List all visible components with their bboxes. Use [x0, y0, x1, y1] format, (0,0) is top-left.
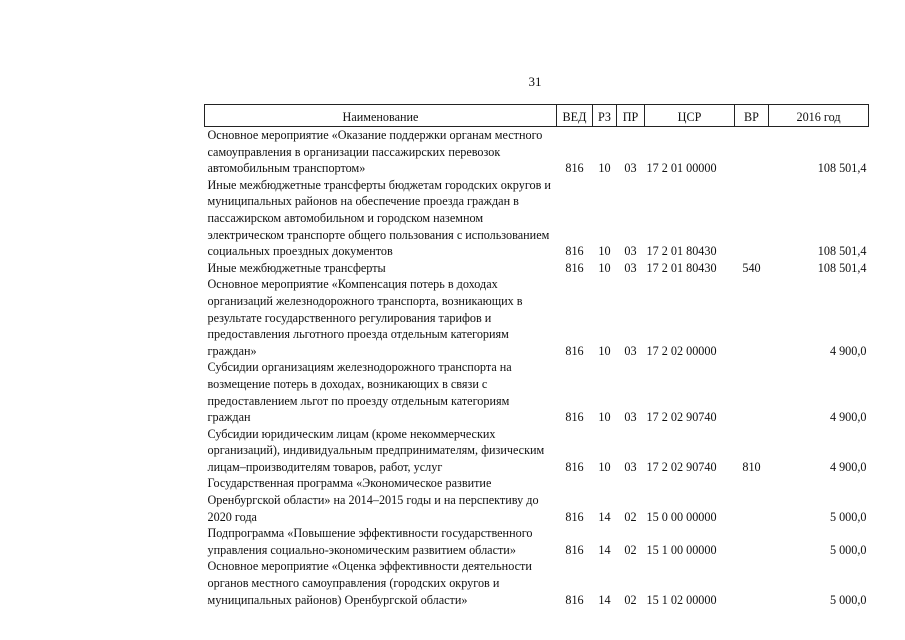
- header-csr: ЦСР: [645, 105, 735, 127]
- row-name: Подпрограмма «Повышение эффективности государственного управления социально-экономическим развитием области»: [207, 526, 533, 557]
- row-pr: 03: [624, 410, 637, 425]
- budget-table: [204, 104, 869, 608]
- row-rz: 10: [598, 161, 611, 176]
- row-csr: 17 2 01 00000: [646, 161, 717, 176]
- row-sum: 4 900,0: [829, 410, 867, 425]
- row-name: Основное мероприятие «Компенсация потерь в доходах организаций железнодорожного транспорта, возникающих в результате государственного регулирования тарифов и предоставления льготного проезда отдельным категориям граждан»: [207, 277, 523, 358]
- row-rz: 10: [598, 410, 611, 425]
- row-name: Основное мероприятие «Оказание поддержки органам местного самоуправления в организации пассажирских перевозок автомобильным транспортом»: [207, 128, 543, 176]
- row-rz: 10: [598, 244, 611, 259]
- row-sum: 4 900,0: [829, 343, 867, 358]
- row-rz: 10: [598, 260, 611, 275]
- row-name: Субсидии организациям железнодорожного транспорта на возмещение потерь в доходах, возникающих в связи с предоставлением льгот по проезду отдельным категориям граждан: [207, 360, 512, 425]
- row-vr: [735, 558, 769, 608]
- row-ved: 816: [565, 410, 584, 425]
- row-csr: 17 2 01 80430: [646, 244, 717, 259]
- row-name: Субсидии юридическим лицам (кроме некоммерческих организаций), индивидуальным предпринимателям, физическим лицам–производителям товаров, работ, услуг: [207, 426, 545, 474]
- row-vr: [735, 359, 769, 425]
- row-vr: [735, 276, 769, 359]
- table-row: [205, 426, 869, 476]
- row-rz: 10: [598, 343, 611, 358]
- table-row: [205, 276, 869, 359]
- header-rz: РЗ: [593, 105, 617, 127]
- table-row: [205, 475, 869, 525]
- row-ved: 816: [565, 343, 584, 358]
- row-sum: 5 000,0: [829, 509, 867, 524]
- row-rz: 14: [598, 509, 611, 524]
- row-name: Иные межбюджетные трансферты бюджетам городских округов и муниципальных районов на обеспечение проезда граждан в пассажирском автомобильном и городском наземном электрическом транспорте общего пользования с использованием социальных проездных документов: [207, 177, 551, 259]
- row-vr: [735, 525, 769, 558]
- row-csr: 15 0 00 00000: [646, 509, 717, 524]
- row-ved: 816: [565, 592, 584, 607]
- table-row: [205, 359, 869, 425]
- row-ved: 816: [565, 244, 584, 259]
- row-csr: 17 2 02 90740: [646, 459, 717, 474]
- row-sum: 5 000,0: [829, 542, 867, 557]
- table-row: [205, 127, 869, 177]
- row-sum: 4 900,0: [829, 459, 867, 474]
- row-csr: 17 2 02 90740: [646, 410, 717, 425]
- row-vr: [735, 177, 769, 260]
- header-ved: ВЕД: [557, 105, 593, 127]
- row-sum: 108 501,4: [817, 244, 867, 259]
- row-pr: 02: [624, 509, 637, 524]
- row-pr: 03: [624, 343, 637, 358]
- row-sum: 108 501,4: [817, 260, 867, 275]
- row-vr: [735, 475, 769, 525]
- table-row: [205, 177, 869, 260]
- row-pr: 02: [624, 542, 637, 557]
- row-csr: 15 1 00 00000: [646, 542, 717, 557]
- table-row: [205, 525, 869, 558]
- row-pr: 03: [624, 459, 637, 474]
- row-rz: 14: [598, 542, 611, 557]
- row-pr: 03: [624, 260, 637, 275]
- row-sum: 5 000,0: [829, 592, 867, 607]
- row-name: Основное мероприятие «Оценка эффективности деятельности органов местного самоуправления (городских округов и муниципальных районов) Оренбургской области»: [207, 559, 532, 607]
- row-csr: 17 2 02 00000: [646, 343, 717, 358]
- table-row: [205, 558, 869, 608]
- row-ved: 816: [565, 260, 584, 275]
- header-pr: ПР: [617, 105, 645, 127]
- row-sum: 108 501,4: [817, 161, 867, 176]
- row-rz: 14: [598, 592, 611, 607]
- row-ved: 816: [565, 509, 584, 524]
- header-vr: ВР: [735, 105, 769, 127]
- header-name: Наименование: [205, 105, 557, 127]
- header-year: 2016 год: [769, 105, 869, 127]
- row-vr: [735, 127, 769, 177]
- row-csr: 17 2 01 80430: [646, 260, 717, 275]
- row-pr: 02: [624, 592, 637, 607]
- row-ved: 816: [565, 459, 584, 474]
- row-pr: 03: [624, 244, 637, 259]
- row-vr: 540: [742, 260, 761, 275]
- row-pr: 03: [624, 161, 637, 176]
- row-ved: 816: [565, 161, 584, 176]
- row-vr: 810: [742, 459, 761, 474]
- table-row: [205, 260, 869, 277]
- row-name: Иные межбюджетные трансферты: [207, 260, 386, 275]
- page-number: 31: [528, 74, 542, 89]
- row-csr: 15 1 02 00000: [646, 592, 717, 607]
- row-ved: 816: [565, 542, 584, 557]
- row-rz: 10: [598, 459, 611, 474]
- table-header-row: [205, 105, 869, 127]
- row-name: Государственная программа «Экономическое развитие Оренбургской области» на 2014–2015 годы и на перспективу до 2020 года: [207, 476, 539, 524]
